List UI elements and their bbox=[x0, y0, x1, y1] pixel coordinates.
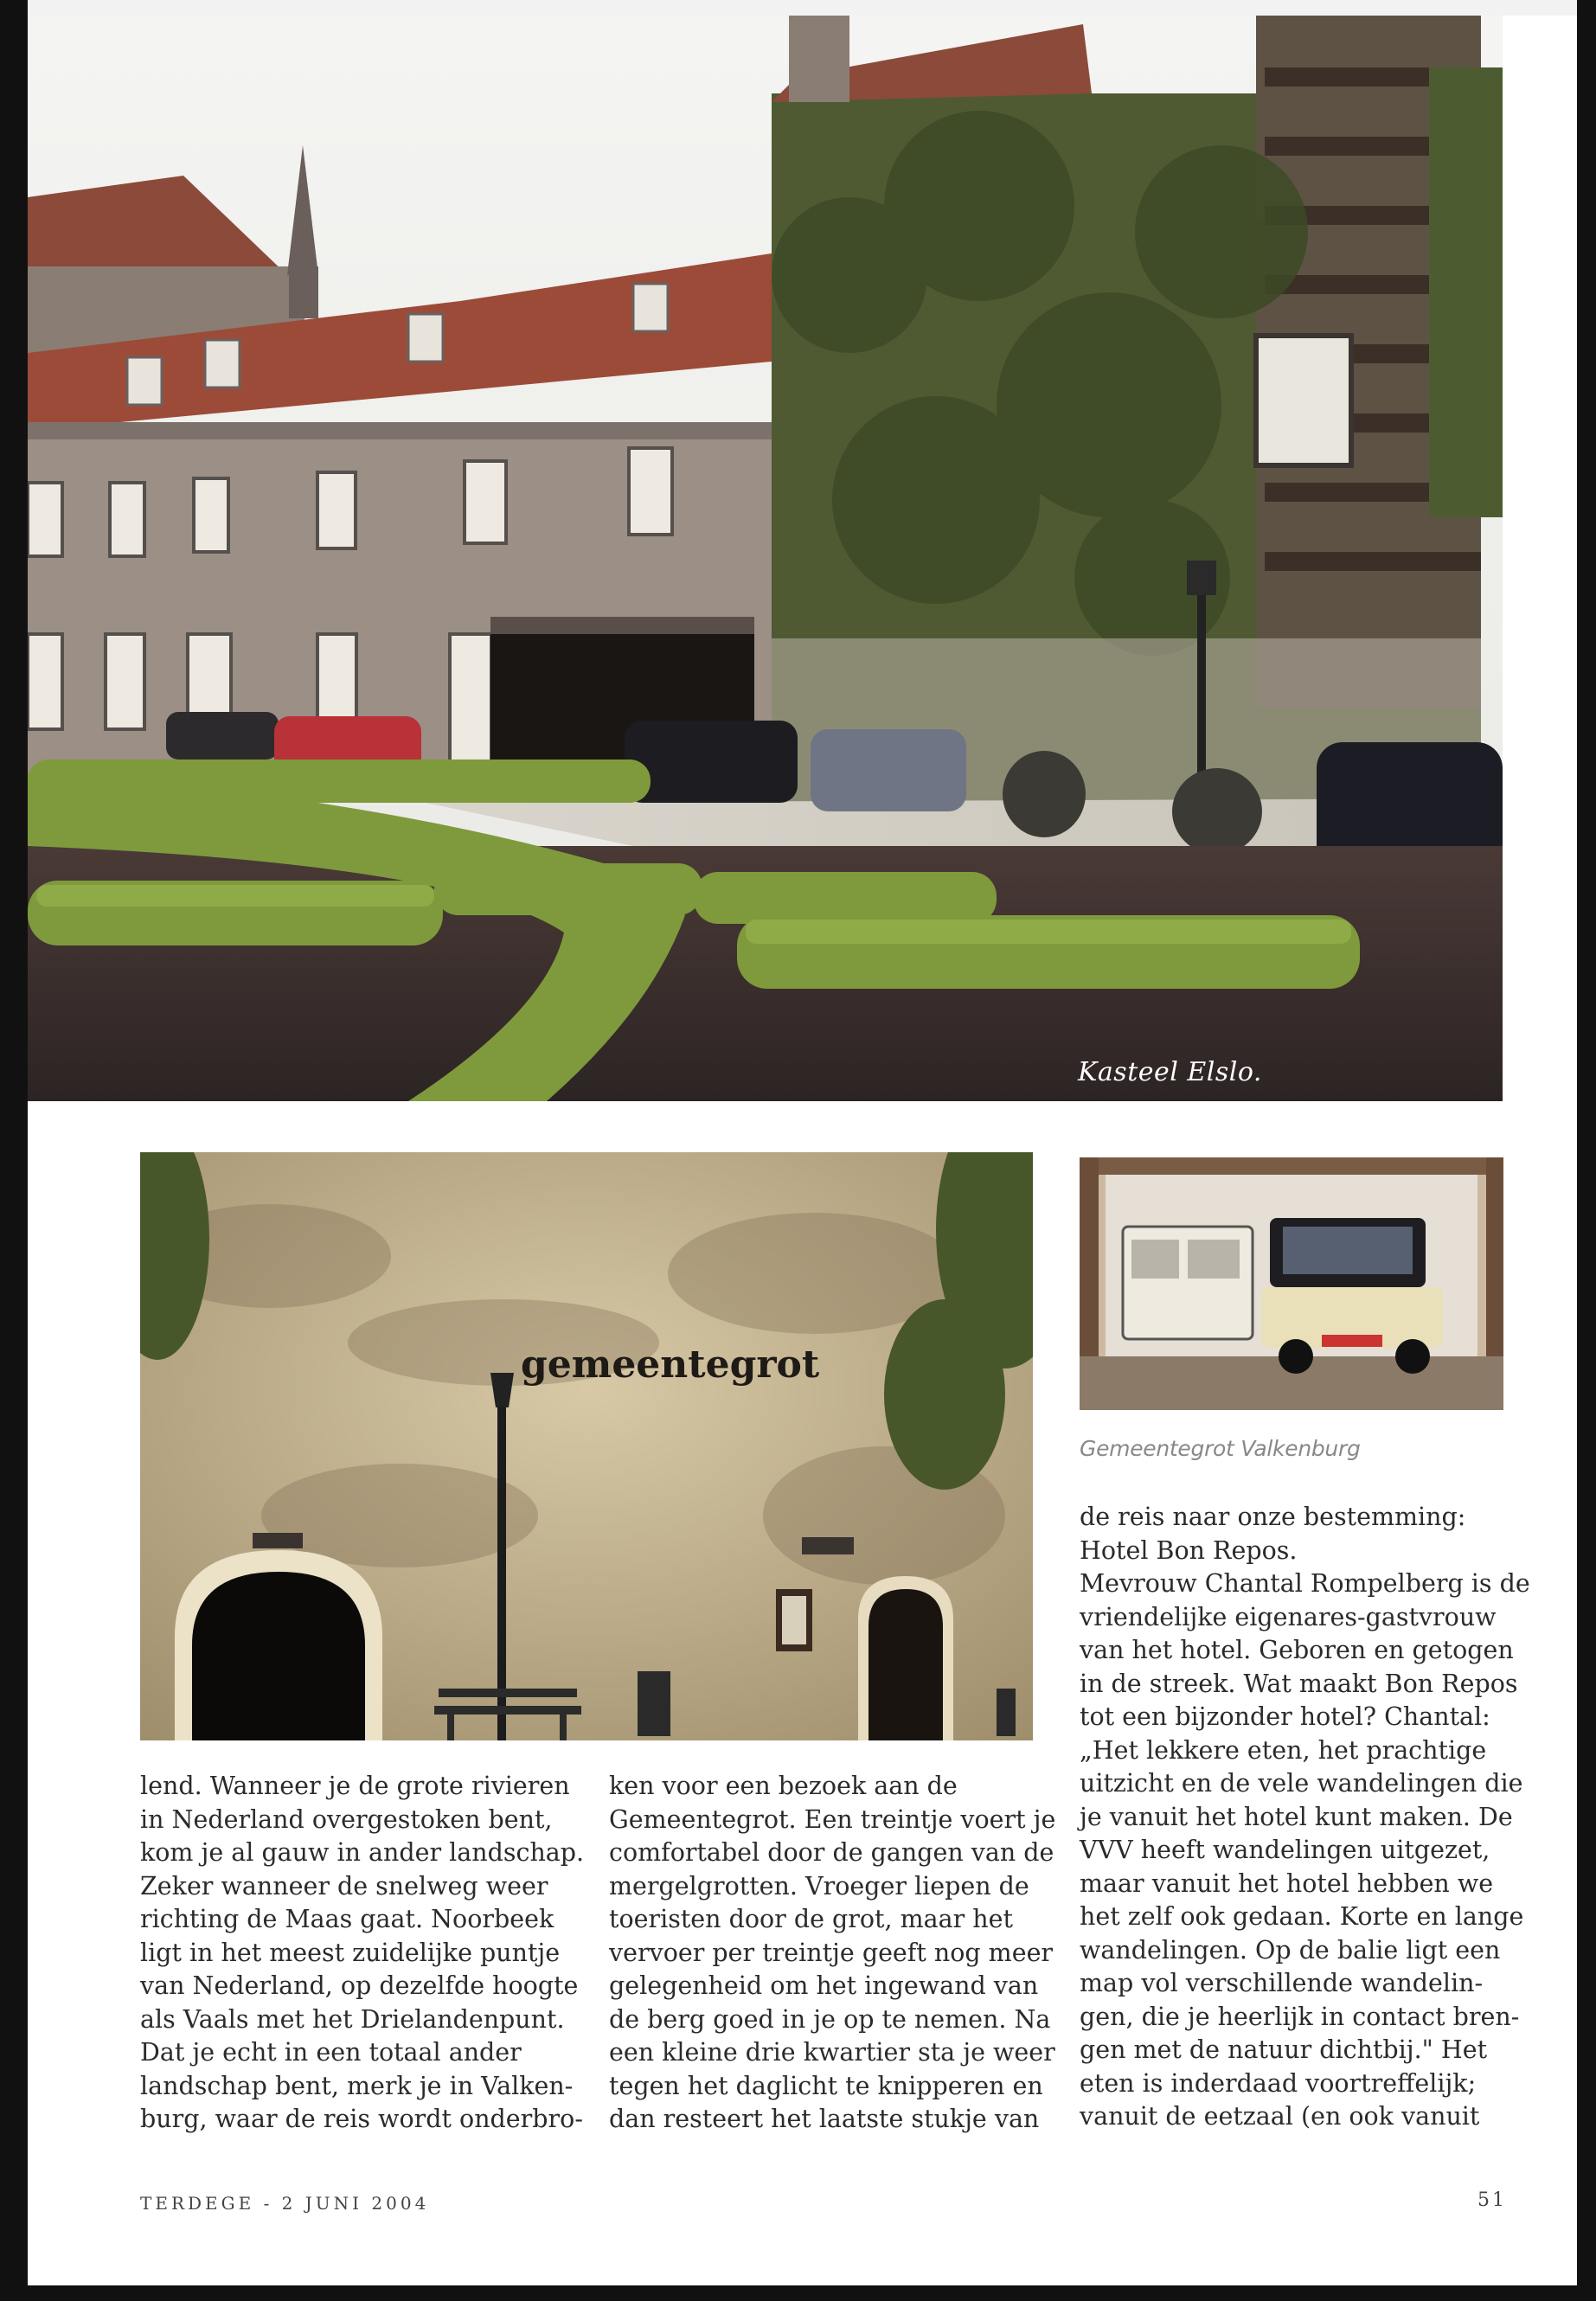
page-left-edge bbox=[0, 0, 28, 2301]
publication-footer: TERDEGE - 2 JUNI 2004 bbox=[140, 2193, 430, 2214]
text-line: Gemeentegrot. Een treintje voert je bbox=[609, 1804, 1056, 1834]
article-column-2 bbox=[609, 1770, 1059, 2137]
text-line: tot een bijzonder hotel? Chantal: bbox=[1080, 1702, 1490, 1731]
text-line: dan resteert het laatste stukje van bbox=[609, 2105, 1040, 2133]
article-column-1 bbox=[140, 1770, 590, 2137]
text-line: van Nederland, op dezelfde hoogte bbox=[140, 1971, 579, 2000]
text-line: Mevrouw Chantal Rompelberg is de bbox=[1080, 1569, 1530, 1598]
castle-photo bbox=[28, 16, 1503, 1101]
text-line: tegen het daglicht te knipperen en bbox=[609, 2071, 1043, 2100]
text-line: kom je al gauw in ander landschap. bbox=[140, 1838, 585, 1867]
text-line: de berg goed in je op te nemen. Na bbox=[609, 2004, 1051, 2034]
text-line: Zeker wanneer de snelweg weer bbox=[140, 1871, 548, 1900]
page-number: 51 bbox=[1477, 2189, 1507, 2211]
text-line: wandelingen. Op de balie ligt een bbox=[1080, 1935, 1501, 1965]
castle-caption: Kasteel Elslo. bbox=[1078, 1057, 1262, 1087]
text-line: vanuit de eetzaal (en ook vanuit bbox=[1080, 2102, 1480, 2131]
text-line: de reis naar onze bestemming: bbox=[1080, 1503, 1466, 1531]
article-column-3 bbox=[1080, 1501, 1529, 2134]
page-top-edge bbox=[0, 0, 1596, 16]
text-line: een kleine drie kwartier sta je weer bbox=[609, 2038, 1055, 2067]
text-line: comfortabel door de gangen van de bbox=[609, 1838, 1054, 1867]
text-line: maar vanuit het hotel hebben we bbox=[1080, 1868, 1494, 1898]
text-line: in Nederland overgestoken bent, bbox=[140, 1804, 553, 1834]
text-line: gen met de natuur dichtbij." Het bbox=[1080, 2035, 1488, 2064]
text-line: ligt in het meest zuidelijke puntje bbox=[140, 1938, 561, 1967]
text-line: vervoer per treintje geeft nog meer bbox=[609, 1938, 1054, 1967]
text-line: ken voor een bezoek aan de bbox=[609, 1772, 958, 1800]
text-line: in de streek. Wat maakt Bon Repos bbox=[1080, 1669, 1518, 1698]
text-line: Hotel Bon Repos. bbox=[1080, 1535, 1298, 1565]
text-line: van het hotel. Geboren en getogen bbox=[1080, 1636, 1514, 1664]
text-line: landschap bent, merk je in Valken- bbox=[140, 2071, 574, 2100]
text-line: eten is inderdaad voortreffelijk; bbox=[1080, 2068, 1477, 2098]
text-line: Dat je echt in een totaal ander bbox=[140, 2038, 522, 2067]
text-line: VVV heeft wandelingen uitgezet, bbox=[1080, 1836, 1490, 1864]
text-line: als Vaals met het Drielandenpunt. bbox=[140, 2004, 565, 2034]
page-right-edge bbox=[1577, 0, 1596, 2301]
text-line: het zelf ook gedaan. Korte en lange bbox=[1080, 1902, 1524, 1931]
text-line: lend. Wanneer je de grote rivieren bbox=[140, 1772, 570, 1800]
text-line: toeristen door de grot, maar het bbox=[609, 1905, 1013, 1933]
cave-entrance-photo bbox=[140, 1152, 1033, 1740]
text-line: uitzicht en de vele wandelingen die bbox=[1080, 1769, 1523, 1798]
text-line: gen, die je heerlijk in contact bren- bbox=[1080, 2002, 1520, 2031]
page-bottom-edge bbox=[0, 2285, 1596, 2301]
cave-caption: Gemeentegrot Valkenburg bbox=[1080, 1436, 1361, 1461]
text-line: „Het lekkere eten, het prachtige bbox=[1080, 1735, 1487, 1765]
text-line: map vol verschillende wandelin- bbox=[1080, 1969, 1484, 1997]
tourist-train-photo bbox=[1080, 1157, 1503, 1410]
text-line: je vanuit het hotel kunt maken. De bbox=[1080, 1802, 1513, 1831]
text-line: burg, waar de reis wordt onderbro- bbox=[140, 2105, 583, 2133]
text-line: gelegenheid om het ingewand van bbox=[609, 1971, 1039, 2000]
cave-sign-text: gemeentegrot bbox=[521, 1343, 820, 1387]
text-line: richting de Maas gaat. Noorbeek bbox=[140, 1905, 554, 1933]
text-line: vriendelijke eigenares-gastvrouw bbox=[1080, 1602, 1497, 1631]
text-line: mergelgrotten. Vroeger liepen de bbox=[609, 1871, 1029, 1900]
